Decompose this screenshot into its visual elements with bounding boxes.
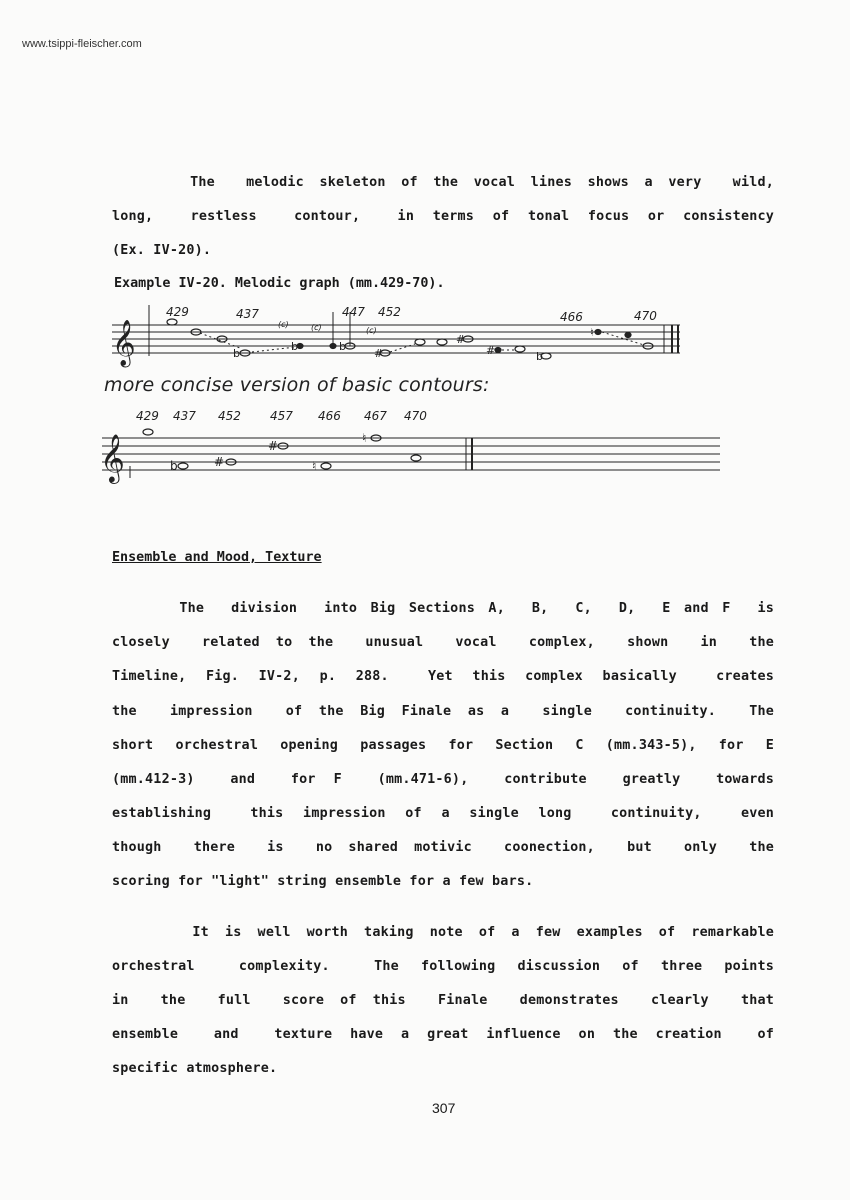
svg-text:♮: ♮	[590, 326, 594, 339]
graph2-accidentals	[170, 431, 366, 473]
svg-text:b: b	[536, 350, 543, 363]
example-caption: Example IV-20. Melodic graph (mm.429-70).	[114, 276, 445, 291]
intro-line-1: The melodic skeleton of the vocal lines shows a very wild,	[112, 175, 774, 190]
g1-label-429: 429	[166, 305, 189, 319]
g1-label-c2: (c)	[311, 323, 322, 332]
para3-line-1: It is well worth taking note of a few examples of remarkable	[112, 925, 774, 940]
para2-line-5: short orchestral opening passages for Section C (mm.343-5), for E	[112, 738, 774, 753]
g1-label-447: 447	[342, 305, 365, 319]
svg-text:b: b	[339, 340, 346, 353]
section-heading: Ensemble and Mood, Texture	[112, 550, 322, 565]
svg-text:♮: ♮	[362, 431, 367, 445]
g1-label-437: 437	[236, 307, 259, 321]
source-url: www.tsippi-fleischer.com	[22, 38, 142, 50]
para3-line-5: specific atmosphere.	[112, 1061, 278, 1076]
intro-line-3: (Ex. IV-20).	[112, 243, 212, 258]
g2-label-452: 452	[218, 409, 241, 423]
svg-text:b: b	[291, 340, 298, 353]
para2-line-8: though there is no shared motivic coonection, but only the	[112, 840, 774, 855]
g2-label-457: 457	[270, 409, 293, 423]
svg-text:#: #	[268, 439, 279, 453]
para3-line-2: orchestral complexity. The following discussion of three points	[112, 959, 774, 974]
g1-label-452: 452	[378, 305, 401, 319]
intro-line-2: long, restless contour, in terms of tonal focus or consistency	[112, 209, 774, 224]
svg-text:#: #	[374, 347, 384, 360]
graph2-measure-labels	[136, 409, 427, 423]
staff-lines-2	[102, 438, 720, 470]
graph2-notes	[143, 429, 421, 469]
g2-label-437: 437	[173, 409, 196, 423]
para2-line-7: establishing this impression of a single long continuity, even	[112, 806, 774, 821]
g1-label-466: 466	[560, 310, 583, 324]
g2-label-429: 429	[136, 409, 159, 423]
concise-note: more concise version of basic contours:	[104, 374, 490, 396]
svg-text:b: b	[233, 347, 240, 360]
melodic-graph-concise	[0, 0, 850, 520]
g2-label-467: 467	[364, 409, 387, 423]
para3-line-3: in the full score of this Finale demonstrates clearly that	[112, 993, 774, 1008]
para3-line-4: ensemble and texture have a great influence on the creation of	[112, 1027, 774, 1042]
para2-line-4: the impression of the Big Finale as a single continuity. The	[112, 704, 774, 719]
g1-label-c1: (c)	[278, 320, 289, 329]
page-number: 307	[432, 1100, 456, 1116]
g1-label-470: 470	[634, 309, 657, 323]
para2-line-9: scoring for "light" string ensemble for a few bars.	[112, 874, 534, 889]
g1-label-c3: (c)	[366, 326, 377, 335]
g2-label-470: 470	[404, 409, 427, 423]
treble-clef-icon: 𝄞	[100, 433, 125, 482]
svg-text:#: #	[456, 333, 466, 346]
svg-text:#: #	[486, 344, 496, 357]
para2-line-3: Timeline, Fig. IV-2, p. 288. Yet this complex basically creates	[112, 669, 774, 684]
para2-line-1: The division into Big Sections A, B, C, D, E and F is	[112, 601, 774, 616]
svg-text:#: #	[214, 455, 225, 469]
g2-label-466: 466	[318, 409, 341, 423]
para2-line-2: closely related to the unusual vocal complex, shown in the	[112, 635, 774, 650]
para2-line-6: (mm.412-3) and for F (mm.471-6), contribute greatly towards	[112, 772, 774, 787]
svg-text:b: b	[170, 459, 178, 473]
svg-text:♮: ♮	[312, 459, 317, 473]
treble-clef-icon: 𝄞	[112, 320, 136, 366]
